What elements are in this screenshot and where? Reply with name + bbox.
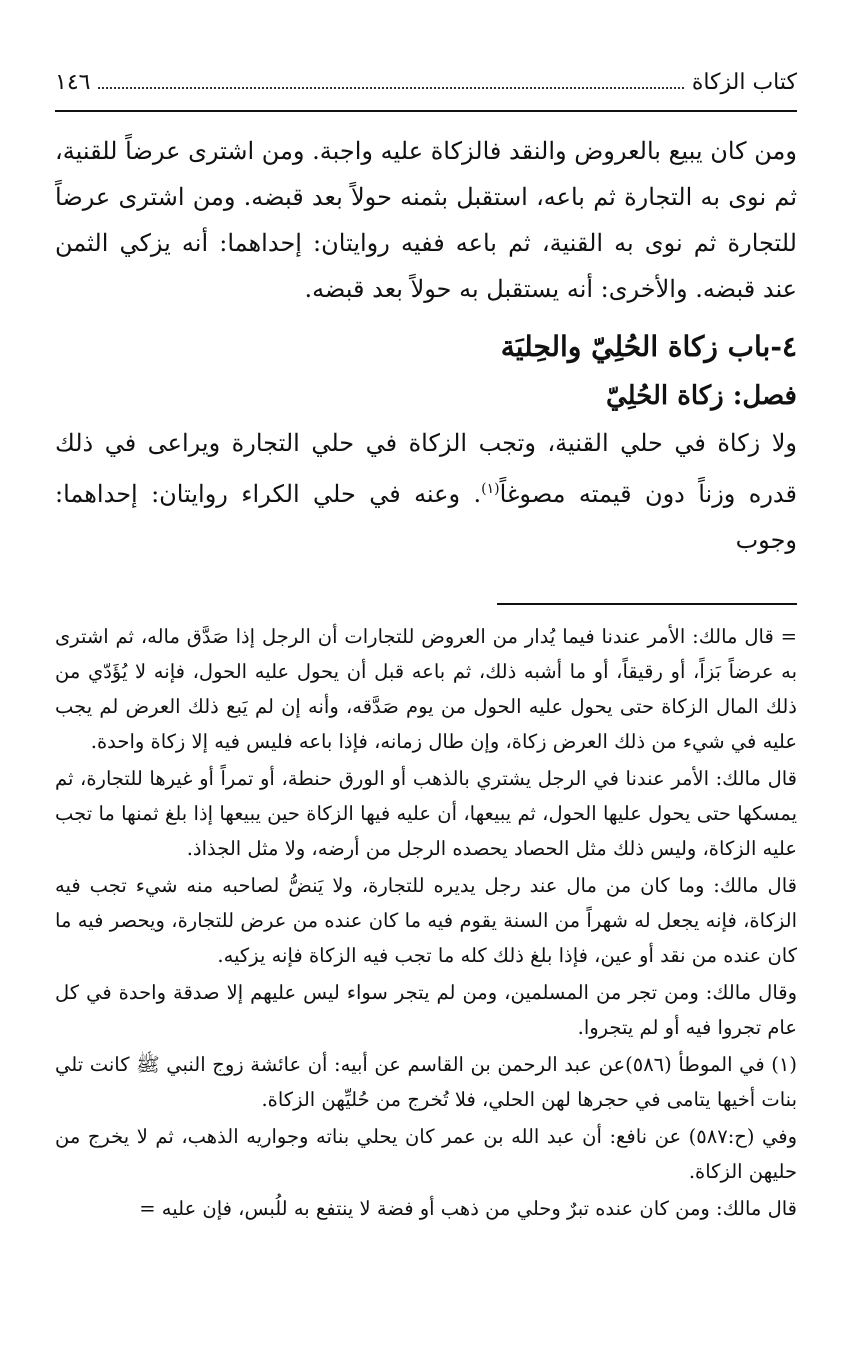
page-number: ١٤٦	[55, 70, 91, 95]
paragraph-2-part-a: ولا زكاة في حلي القنية، وتجب الزكاة في حلي التجارة ويراعى في ذلك قدره وزناً دون قيمته مصوغاً	[55, 429, 798, 508]
footnote-paragraph: قال مالك: وما كان من مال عند رجل يديره للتجارة، ولا يَنضُّ لصاحبه منه شيء تجب فيه الزكاة، فإنه يجعل له شهراً من السنة يقوم فيه ما كان عنده من عرض للتجارة، ويحصر فيه ما كان عنده من نقد أو عين، فإذا بلغ ذلك كله ما تجب فيه الزكاة فإنه يزكيه.	[55, 874, 797, 967]
footnote-paragraph: قال مالك: الأمر عندنا في الرجل يشتري بالذهب أو الورق حنطة، أو تمراً أو غيرها للتجارة، ثم يمسكها حتى يحول عليها الحول، ثم يبيعها، أن عليه فيها الزكاة حين يبيعها إذا بلغ ثمنها ما تجب عليه الزكاة، وليس ذلك مثل الحصاد يحصده الرجل من أرضه، ولا مثل الجذاذ.	[55, 767, 797, 860]
header-leader-dots	[98, 71, 683, 89]
footnote-1: (١) في الموطأ (٥٨٦)عن عبد الرحمن بن القاسم عن أبيه: أن عائشة زوج النبي ﷺ كانت تلي بنات أخيها يتامى في حجرها لهن الحلي، فلا تُخرج من حُليِّهن الزكاة.	[55, 1053, 797, 1111]
footnote-paragraph: قال مالك: ومن كان عنده تبرٌ وحلي من ذهب أو فضة لا ينتفع به للُبس، فإن عليه =	[139, 1197, 797, 1220]
footnote-separator	[497, 603, 797, 605]
footnote-paragraph: = قال مالك: الأمر عندنا فيما يُدار من العروض للتجارات أن الرجل إذا صَدَّق ماله، ثم اشترى به عرضاً بَزاً، أو رقيقاً، أو ما أشبه ذلك، ثم باعه قبل أن يحول عليه الحول، فإنه لا يُؤَدّي من ذلك المال الزكاة حتى يحول عليه الحول من يوم صَدَّقه، وأنه إن لم يَبع ذلك العرض لم يجب عليه في شيء من ذلك العرض زكاة، وإن طال زمانه، فإذا باعه فليس فيه إلا زكاة واحدة.	[55, 625, 797, 753]
footnote-paragraph: وقال مالك: ومن تجر من المسلمين، ومن لم يتجر سواء ليس عليهم إلا صدقة واحدة في كل عام تجروا فيه أو لم يتجروا.	[55, 981, 797, 1039]
main-text	[55, 128, 797, 563]
paragraph-2-part-b: . وعنه في حلي الكراء روايتان: إحداهما: وجوب	[55, 480, 797, 554]
footnote-reference[interactable]: (١)	[481, 481, 500, 497]
header-title: كتاب الزكاة	[691, 70, 797, 95]
footnotes	[55, 619, 797, 1226]
chapter-title: ٤-باب زكاة الحُلِيّ والحِليَة	[500, 330, 797, 363]
footnote-paragraph: وفي (ح:٥٨٧) عن نافع: أن عبد الله بن عمر كان يحلي بناته وجواريه الذهب، ثم لا يخرج من حليهن الزكاة.	[55, 1125, 797, 1183]
page	[55, 70, 797, 1228]
running-header	[55, 70, 797, 112]
paragraph-2	[55, 420, 797, 563]
paragraph-1: ومن كان يبيع بالعروض والنقد فالزكاة عليه واجبة. ومن اشترى عرضاً للقنية، ثم نوى به التجارة ثم باعه، استقبل بثمنه حولاً بعد قبضه. ومن اشترى عرضاً للتجارة ثم نوى به القنية، ثم باعه ففيه روايتان: إحداهما: أنه يزكي الثمن عند قبضه. والأخرى: أنه يستقبل به حولاً بعد قبضه.	[55, 137, 797, 303]
section-title: فصل: زكاة الحُلِيّ	[605, 381, 797, 411]
